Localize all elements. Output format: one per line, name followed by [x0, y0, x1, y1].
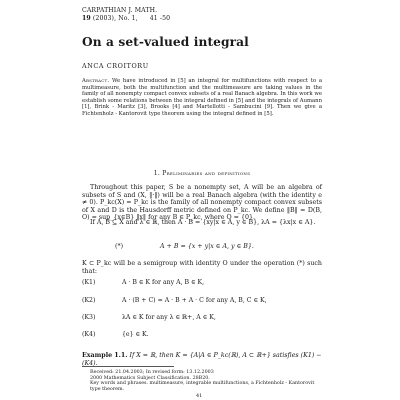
example-statement: If X = ℝ, then K = {A|A ∈ P_kc(ℝ), A ⊂ ℝ+} satisfies (K1) − (K4). [82, 352, 322, 367]
page-range: 41 -50 [149, 15, 171, 22]
footnote-keywords: Key words and phrases. multimeasure, integrable multifunctions, a Fichtenholz - Kantorovit type theorem. [90, 381, 315, 393]
example-1-1 [82, 352, 322, 367]
section-heading [82, 170, 322, 177]
body-paragraph-1: Throughout this paper, S be a nonempty set, A will be an algebra of subsets of S and (X, ‖·‖) will be a real Banach algebra (with the identity e ≠ 0). P_kc(X) = P_kc is the family of all nonempty compact convex subsets of X and D is the Hausdorff metric defined on P_kc. We define ‖B‖ = D(B, O) = sup_{x∈B} ‖x‖ for any B ∈ P_kc, where O = {0}. [82, 184, 322, 221]
body-paragraph-2: If A, B ⊆ X and λ ∈ ℝ, then A · B = {xy|x ∈ A, y ∈ B}, λA = {λx|x ∈ A}. [90, 219, 316, 226]
footnote-msc: 2000 Mathematics Subject Classification. 28B20. [90, 375, 210, 381]
equation-body: A + B = {x + y|x ∈ A, y ∈ B}. [160, 243, 254, 250]
property-tag: (K1) [82, 279, 96, 286]
body-paragraph-3: K ⊂ P_kc will be a semigroup with identity O under the operation (*) such that: [82, 260, 322, 275]
property-text: A · B ∈ K for any A, B ∈ K, [122, 279, 205, 286]
author-name: ANCA CROITORU [82, 62, 149, 70]
volume-number: 19 [82, 15, 91, 22]
section-title: Preliminaries and definitions [162, 170, 251, 177]
abstract [82, 78, 322, 117]
property-tag: (K4) [82, 331, 96, 338]
example-label: Example 1.1. [82, 352, 128, 359]
journal-name: CARPATHIAN J. MATH. [82, 7, 158, 14]
property-tag: (K2) [82, 297, 96, 304]
footnote-received: Received: 21.04.2003; In revised form: 13.12.2003 [90, 370, 214, 375]
journal-header [82, 7, 170, 23]
property-text: A · (B + C) = A · B + A · C for any A, B, C ∈ K, [122, 297, 267, 304]
property-text: λA ∈ K for any λ ∈ ℝ+, A ∈ K, [122, 314, 216, 321]
page-number: 41 [196, 393, 203, 399]
equation-tag: (*) [115, 243, 124, 250]
section-number: 1. [153, 170, 161, 177]
property-tag: (K3) [82, 314, 96, 321]
issue-info: (2003), No. 1, [92, 15, 138, 22]
property-text: {e} ∈ K. [122, 331, 149, 338]
journal-volume-line [82, 15, 170, 23]
footnotes [82, 370, 322, 393]
footnote-divider [82, 366, 174, 367]
abstract-label: Abstract. [82, 78, 110, 84]
abstract-text: We have introduced in [5] an integral for multifunctions with respect to a multimeasure, both the multifunction and the multimeasure are taking values in the family of all nonempty compact convex subsets of a real Banach algebra. In this work we establish some relations between the integral defined in [5] and the integrals of Aumann [1], Brink - Maritz [3], Brooks [4] and Martellotti - Sambucini [9]. Then we give a Fichtenholz - Kantorovit type theorem using the integral defined in [5]. [82, 78, 322, 117]
paper-title: On a set-valued integral [82, 35, 249, 49]
